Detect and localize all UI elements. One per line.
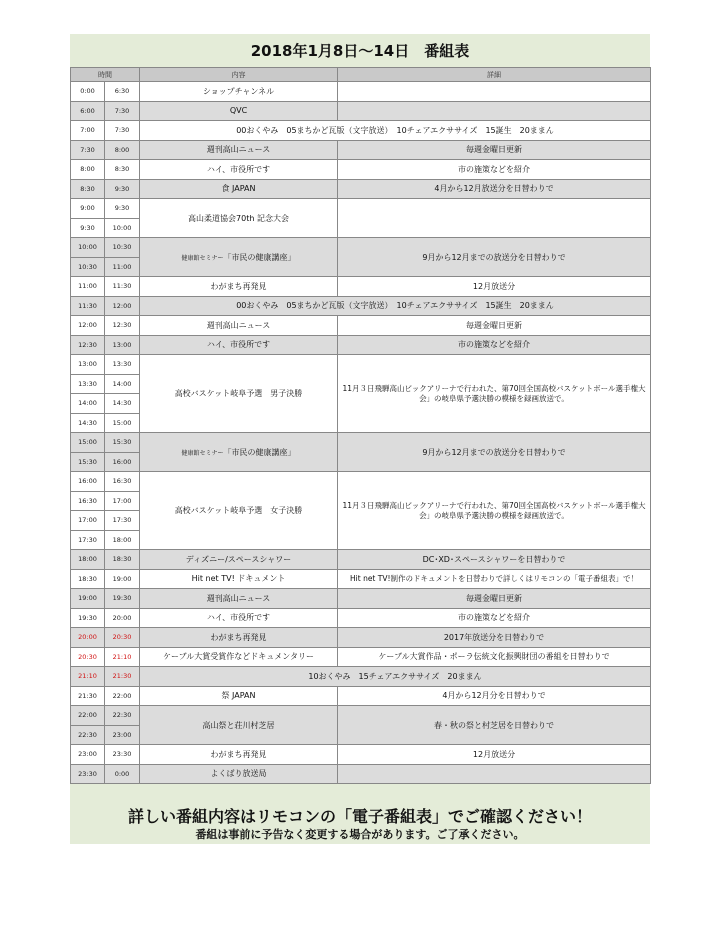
program-title xyxy=(140,628,338,648)
program-detail: 4月から12月放送分を日替わりで xyxy=(338,179,651,199)
program-detail: 12月放送分 xyxy=(338,745,651,765)
program-title xyxy=(140,82,338,102)
program-title xyxy=(140,355,338,433)
end-time: 9:30 xyxy=(105,179,140,199)
program-detail: 11月３日飛騨高山ビックアリーナで行われた、第70回全国高校バスケットボール選手権大会」の岐阜県予選決勝の模様を録画放送で。 xyxy=(338,472,651,550)
start-time: 13:30 xyxy=(71,374,105,394)
page-title: 2018年1月8日～14日 番組表 xyxy=(250,42,470,60)
end-time: 9:30 xyxy=(105,199,140,219)
end-time: 17:30 xyxy=(105,511,140,531)
table-row xyxy=(71,199,651,219)
table-row xyxy=(71,316,651,336)
start-time: 11:30 xyxy=(71,296,105,316)
start-time: 7:30 xyxy=(71,140,105,160)
program-title xyxy=(140,199,338,238)
start-time: 23:30 xyxy=(71,764,105,784)
start-time: 10:00 xyxy=(71,238,105,258)
table-row xyxy=(71,296,651,316)
end-time: 7:30 xyxy=(105,121,140,141)
end-time: 21:10 xyxy=(105,647,140,667)
end-time: 6:30 xyxy=(105,82,140,102)
end-time: 22:30 xyxy=(105,706,140,726)
program-detail: 毎週金曜日更新 xyxy=(338,589,651,609)
program-title-text: 高校バスケット岐阜予選 男子決勝 xyxy=(174,389,303,398)
header-detail: 詳細 xyxy=(338,68,651,82)
table-row xyxy=(71,277,651,297)
program-detail xyxy=(338,101,651,121)
program-title xyxy=(140,140,338,160)
table-body xyxy=(71,82,651,784)
table-row xyxy=(71,589,651,609)
program-detail: ケーブル大賞作品・ポーラ伝統文化振興財団の番組を日替わりで xyxy=(338,647,651,667)
program-title-text: ハイ、市役所です xyxy=(206,340,271,350)
start-time: 0:00 xyxy=(71,82,105,102)
program-title xyxy=(140,550,338,570)
start-time: 20:30 xyxy=(71,647,105,667)
program-detail xyxy=(338,199,651,238)
start-time: 19:00 xyxy=(71,589,105,609)
table-row xyxy=(71,550,651,570)
end-time: 14:30 xyxy=(105,394,140,414)
schedule-sheet xyxy=(70,34,650,844)
start-time: 17:30 xyxy=(71,530,105,550)
program-detail: 2017年放送分を日替わりで xyxy=(338,628,651,648)
program-title xyxy=(140,160,338,180)
table-row xyxy=(71,569,651,589)
program-title-text: 「市民の健康講座」 xyxy=(223,447,296,457)
table-row xyxy=(71,686,651,706)
program-detail: 毎週金曜日更新 xyxy=(338,140,651,160)
program-prefix: 健康館セミナー xyxy=(181,254,224,262)
program-detail: 毎週金曜日更新 xyxy=(338,316,651,336)
end-time: 18:00 xyxy=(105,530,140,550)
start-time: 9:30 xyxy=(71,218,105,238)
program-title xyxy=(140,472,338,550)
start-time: 8:30 xyxy=(71,179,105,199)
end-time: 10:30 xyxy=(105,238,140,258)
program-title: 00おくやみ 05まちかど瓦版（文字放送） 10チェアエクササイズ 15誕生 20ままん xyxy=(140,121,651,141)
header-content: 内容 xyxy=(140,68,338,82)
end-time: 20:30 xyxy=(105,628,140,648)
program-title: 10おくやみ 15チェアエクササイズ 20ままん xyxy=(140,667,651,687)
program-title xyxy=(140,316,338,336)
program-title xyxy=(140,277,338,297)
program-detail: 9月から12月までの放送分を日替わりで xyxy=(338,238,651,277)
end-time: 19:30 xyxy=(105,589,140,609)
end-time: 8:00 xyxy=(105,140,140,160)
table-row xyxy=(71,608,651,628)
table-row xyxy=(71,472,651,492)
program-title-text: わがまち再発見 xyxy=(210,749,267,759)
program-detail: 11月３日飛騨高山ビックアリーナで行われた、第70回全国高校バスケットボール選手権大会」の岐阜県予選決勝の模様を録画放送で。 xyxy=(338,355,651,433)
start-time: 20:00 xyxy=(71,628,105,648)
start-time: 19:30 xyxy=(71,608,105,628)
end-time: 7:30 xyxy=(105,101,140,121)
program-title-text: ハイ、市役所です xyxy=(206,164,271,174)
program-title-text: QVC xyxy=(229,106,248,116)
table-row xyxy=(71,433,651,453)
table-header-row xyxy=(71,68,651,82)
program-title-text: わがまち再発見 xyxy=(210,632,267,642)
start-time: 21:10 xyxy=(71,667,105,687)
end-time: 13:00 xyxy=(105,335,140,355)
program-title xyxy=(140,686,338,706)
start-time: 12:30 xyxy=(71,335,105,355)
header-time: 時間 xyxy=(71,68,140,82)
program-title xyxy=(140,589,338,609)
program-title xyxy=(140,745,338,765)
program-title xyxy=(140,335,338,355)
table-row xyxy=(71,745,651,765)
program-title-text: 高山柔道協会70th 記念大会 xyxy=(188,213,289,223)
program-title xyxy=(140,433,338,472)
table-row xyxy=(71,101,651,121)
program-detail: 春・秋の祭と村芝居を日替わりで xyxy=(338,706,651,745)
program-title-text: 「市民の健康講座」 xyxy=(223,252,296,262)
program-title-text: わがまち再発見 xyxy=(210,281,267,291)
program-title xyxy=(140,647,338,667)
program-title xyxy=(140,101,338,121)
end-time: 10:00 xyxy=(105,218,140,238)
end-time: 22:00 xyxy=(105,686,140,706)
footer-notice: 詳しい番組内容はリモコンの「電子番組表」でご確認ください！ xyxy=(127,807,592,826)
end-time: 23:30 xyxy=(105,745,140,765)
footer-disclaimer: 番組は事前に予告なく変更する場合があります。ご了承ください。 xyxy=(195,828,525,841)
program-title-text: Hit net TV! ドキュメント xyxy=(191,574,286,584)
program-title-text: ケーブル大賞受賞作などドキュメンタリー xyxy=(163,652,314,662)
start-time: 13:00 xyxy=(71,355,105,375)
start-time: 8:00 xyxy=(71,160,105,180)
start-time: 16:30 xyxy=(71,491,105,511)
program-prefix: 健康館セミナー xyxy=(181,449,224,457)
start-time: 18:30 xyxy=(71,569,105,589)
start-time: 9:00 xyxy=(71,199,105,219)
program-title xyxy=(140,706,338,745)
end-time: 12:30 xyxy=(105,316,140,336)
table-row xyxy=(71,706,651,726)
end-time: 11:30 xyxy=(105,277,140,297)
program-title-text: ハイ、市役所です xyxy=(206,613,271,623)
end-time: 0:00 xyxy=(105,764,140,784)
program-detail: 4月から12月分を日替わりで xyxy=(338,686,651,706)
end-time: 23:00 xyxy=(105,725,140,745)
program-title-text: ショップチャンネル xyxy=(202,86,275,96)
program-title-text: 高山祭と荘川村芝居 xyxy=(202,720,275,730)
end-time: 12:00 xyxy=(105,296,140,316)
start-time: 10:30 xyxy=(71,257,105,277)
start-time: 7:00 xyxy=(71,121,105,141)
table-row xyxy=(71,647,651,667)
end-time: 15:00 xyxy=(105,413,140,433)
start-time: 14:30 xyxy=(71,413,105,433)
program-detail xyxy=(338,82,651,102)
start-time: 11:00 xyxy=(71,277,105,297)
end-time: 15:30 xyxy=(105,433,140,453)
program-title: 00おくやみ 05まちかど瓦版（文字放送） 10チェアエクササイズ 15誕生 20ままん xyxy=(140,296,651,316)
table-row xyxy=(71,764,651,784)
table-row xyxy=(71,160,651,180)
start-time: 12:00 xyxy=(71,316,105,336)
program-title-text: 食 JAPAN xyxy=(221,184,256,194)
program-detail: 市の施策などを紹介 xyxy=(338,160,651,180)
start-time: 17:00 xyxy=(71,511,105,531)
table-row xyxy=(71,140,651,160)
end-time: 16:00 xyxy=(105,452,140,472)
program-title-text: ディズニー/スペースシャワー xyxy=(185,554,292,564)
end-time: 11:00 xyxy=(105,257,140,277)
table-row xyxy=(71,628,651,648)
start-time: 6:00 xyxy=(71,101,105,121)
program-detail: 市の施策などを紹介 xyxy=(338,335,651,355)
program-title-text: 祭 JAPAN xyxy=(221,691,256,701)
start-time: 15:30 xyxy=(71,452,105,472)
table-row xyxy=(71,238,651,258)
start-time: 18:00 xyxy=(71,550,105,570)
table-row xyxy=(71,82,651,102)
start-time: 22:30 xyxy=(71,725,105,745)
end-time: 19:00 xyxy=(105,569,140,589)
program-detail xyxy=(338,764,651,784)
end-time: 18:30 xyxy=(105,550,140,570)
program-title-text: 週刊高山ニュース xyxy=(206,593,271,603)
program-detail: 12月放送分 xyxy=(338,277,651,297)
start-time: 22:00 xyxy=(71,706,105,726)
program-detail: Hit net TV!制作のドキュメントを日替わりで詳しくはリモコンの「電子番組表」で！ xyxy=(338,569,651,589)
start-time: 21:30 xyxy=(71,686,105,706)
program-title xyxy=(140,569,338,589)
program-title-text: 週刊高山ニュース xyxy=(206,320,271,330)
program-title-text: 高校バスケット岐阜予選 女子決勝 xyxy=(174,506,303,515)
program-detail: DC･XD･スペースシャワーを日替わりで xyxy=(338,550,651,570)
table-row xyxy=(71,179,651,199)
program-title xyxy=(140,238,338,277)
end-time: 20:00 xyxy=(105,608,140,628)
start-time: 15:00 xyxy=(71,433,105,453)
program-title-text: よくばり放送局 xyxy=(210,769,267,779)
table-row xyxy=(71,335,651,355)
table-row xyxy=(71,121,651,141)
program-detail: 市の施策などを紹介 xyxy=(338,608,651,628)
table-row xyxy=(71,667,651,687)
end-time: 16:30 xyxy=(105,472,140,492)
schedule-table xyxy=(70,67,651,784)
program-detail: 9月から12月までの放送分を日替わりで xyxy=(338,433,651,472)
program-title xyxy=(140,764,338,784)
start-time: 23:00 xyxy=(71,745,105,765)
end-time: 13:30 xyxy=(105,355,140,375)
table-row xyxy=(71,355,651,375)
start-time: 16:00 xyxy=(71,472,105,492)
start-time: 14:00 xyxy=(71,394,105,414)
program-title xyxy=(140,179,338,199)
end-time: 21:30 xyxy=(105,667,140,687)
end-time: 17:00 xyxy=(105,491,140,511)
program-title xyxy=(140,608,338,628)
end-time: 14:00 xyxy=(105,374,140,394)
end-time: 8:30 xyxy=(105,160,140,180)
program-title-text: 週刊高山ニュース xyxy=(206,145,271,155)
